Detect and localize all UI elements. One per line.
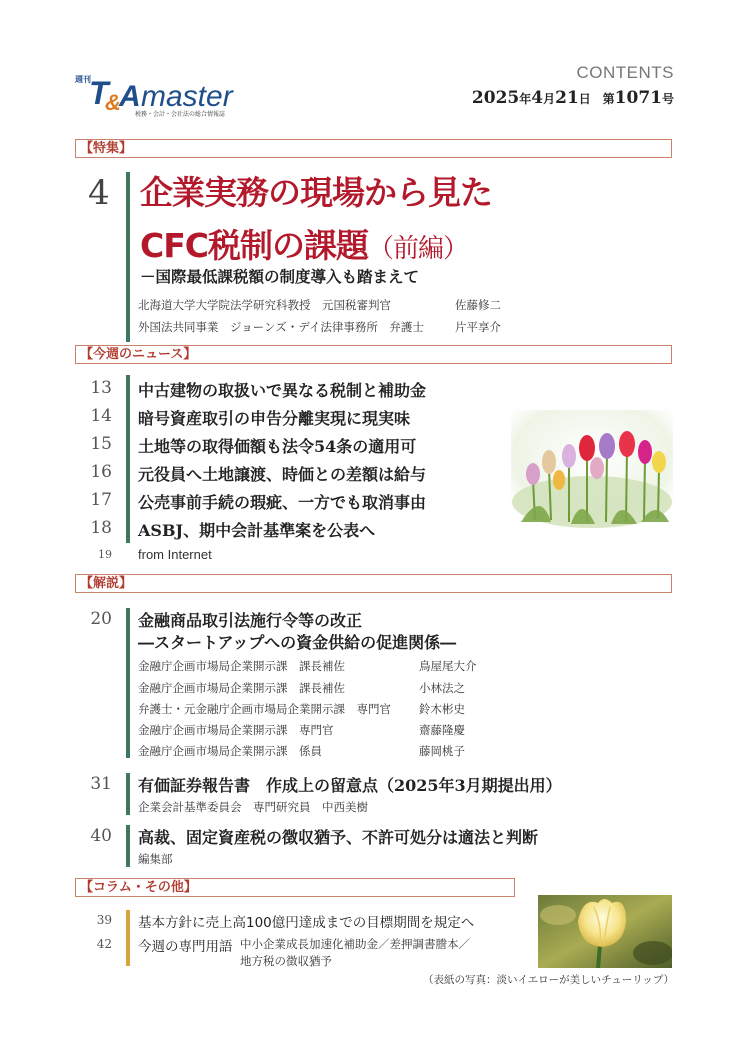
commentary-accent-bar	[126, 825, 130, 867]
issue-day: 21	[555, 88, 579, 108]
issue-year-unit: 年	[519, 92, 532, 106]
feature-title-suffix: （前編）	[367, 234, 468, 264]
author-name: 佐藤修二	[455, 298, 501, 312]
news-extra-title[interactable]: from Internet	[138, 547, 212, 562]
commentary-title[interactable]: 有価証券報告書 作成上の留意点（2025年3月期提出用）	[138, 776, 562, 795]
issue-no-prefix: 第	[602, 92, 615, 106]
news-page-number: 16	[90, 462, 112, 482]
section-header-column	[75, 878, 515, 897]
issue-number: 1071	[614, 88, 662, 108]
author-affiliation: 外国法共同事業 ジョーンズ・デイ法律事務所 弁護士	[138, 320, 424, 334]
staff-name: 鈴木彬史	[419, 702, 465, 716]
news-page-number: 13	[90, 378, 112, 398]
news-item-title[interactable]: 公売事前手続の瑕疵、一方でも取消事由	[138, 493, 427, 512]
section-label-news: 【今週のニュース】	[80, 347, 197, 362]
feature-subtitle: －国際最低課税額の制度導入も踏まえて	[140, 268, 420, 286]
commentary-page-number: 31	[90, 774, 112, 794]
staff-org: 金融庁企画市場局企業開示課 課長補佐	[138, 659, 345, 673]
commentary-title[interactable]: 金融商品取引法施行令等の改正	[138, 611, 363, 630]
section-label-column: 【コラム・その他】	[80, 880, 197, 895]
feature-title-line1[interactable]: 企業実務の現場から見た	[140, 173, 492, 212]
issue-date-line	[430, 88, 674, 108]
cover-photo-caption: （表紙の写真：淡いイエローが美しいチューリップ）	[423, 974, 674, 986]
commentary-title[interactable]: 高裁、固定資産税の徴収猶予、不許可処分は適法と判断	[138, 828, 539, 847]
staff-org: 金融庁企画市場局企業開示課 専門官	[138, 723, 334, 737]
staff-name: 齋藤隆慶	[419, 723, 465, 737]
column-title[interactable]: 今週の専門用語	[138, 939, 233, 955]
section-header-commentary	[75, 574, 672, 593]
news-item-title[interactable]: 暗号資産取引の申告分離実現に現実味	[138, 409, 411, 428]
staff-name: 藤岡桃子	[419, 744, 465, 758]
section-header-news	[75, 345, 672, 364]
issue-year: 2025	[471, 88, 520, 108]
feature-page-number[interactable]: 4	[88, 173, 110, 213]
staff-org: 金融庁企画市場局企業開示課 課長補佐	[138, 681, 345, 695]
news-page-number: 18	[90, 518, 112, 538]
contents-heading: CONTENTS	[576, 63, 674, 82]
feature-accent-bar	[126, 172, 130, 342]
commentary-page-number: 20	[90, 609, 112, 629]
svg-text:A: A	[119, 80, 141, 113]
section-header-feature	[75, 139, 672, 158]
section-label-feature: 【特集】	[80, 141, 133, 156]
staff-name: 鳥屋尾大介	[419, 659, 477, 673]
news-page-number: 15	[90, 434, 112, 454]
news-page-number: 14	[90, 406, 112, 426]
author-affiliation: 北海道大学大学院法学研究科教授 元国税審判官	[138, 298, 391, 312]
logo-weekly-label: 週刊	[75, 75, 91, 84]
column-title[interactable]: 基本方針に売上高100億円達成までの目標期間を規定へ	[138, 915, 475, 931]
logo-tagline: 税務・会計・会社法の総合情報誌	[135, 111, 226, 118]
column-page-number: 42	[96, 937, 112, 951]
issue-day-unit: 日	[578, 92, 591, 106]
news-item-title[interactable]: 中古建物の取扱いで異なる税制と補助金	[138, 381, 427, 400]
news-page-number: 17	[90, 490, 112, 510]
section-label-commentary: 【解説】	[80, 576, 133, 591]
feature-title-main: CFC税制の課題	[140, 226, 368, 265]
logo-wordmark: master	[141, 80, 233, 113]
commentary-page-number: 40	[90, 826, 112, 846]
news-accent-bar	[126, 375, 130, 543]
commentary-subtitle: ―スタートアップへの資金供給の促進関係―	[138, 633, 457, 652]
issue-month: 4	[531, 88, 544, 108]
tulip-photo	[511, 410, 673, 528]
commentary-byline: 編集部	[138, 852, 173, 866]
magazine-logo	[75, 70, 275, 118]
news-item-title[interactable]: 土地等の取得価額も法令54条の適用可	[138, 437, 417, 456]
news-item-title[interactable]: 元役員へ土地譲渡、時価との差額は給与	[138, 465, 427, 484]
staff-org: 金融庁企画市場局企業開示課 係員	[138, 744, 322, 758]
news-item-title[interactable]: ASBJ、期中会計基準案を公表へ	[138, 521, 376, 540]
column-accent-bar	[126, 910, 130, 966]
staff-name: 小林法之	[419, 681, 465, 695]
staff-org: 弁護士・元金融庁企画市場局企業開示課 専門官	[138, 702, 391, 716]
issue-month-unit: 月	[543, 92, 556, 106]
commentary-byline: 企業会計基準委員会 専門研究員 中西美樹	[138, 800, 368, 814]
commentary-accent-bar	[126, 773, 130, 815]
commentary-accent-bar	[126, 608, 130, 758]
svg-text:T: T	[89, 75, 109, 111]
svg-text:&: &	[105, 90, 121, 115]
column-page-number: 39	[96, 913, 112, 927]
feature-title-line2[interactable]	[140, 220, 468, 267]
news-page-number: 19	[98, 548, 112, 561]
column-terms-line1: 中小企業成長加速化補助金／差押調書謄本／	[240, 937, 470, 951]
cover-tulip-photo	[538, 895, 672, 968]
issue-no-unit: 号	[661, 92, 674, 106]
column-terms-line2: 地方税の徴収猶予	[240, 954, 332, 968]
author-name: 片平享介	[455, 320, 501, 334]
